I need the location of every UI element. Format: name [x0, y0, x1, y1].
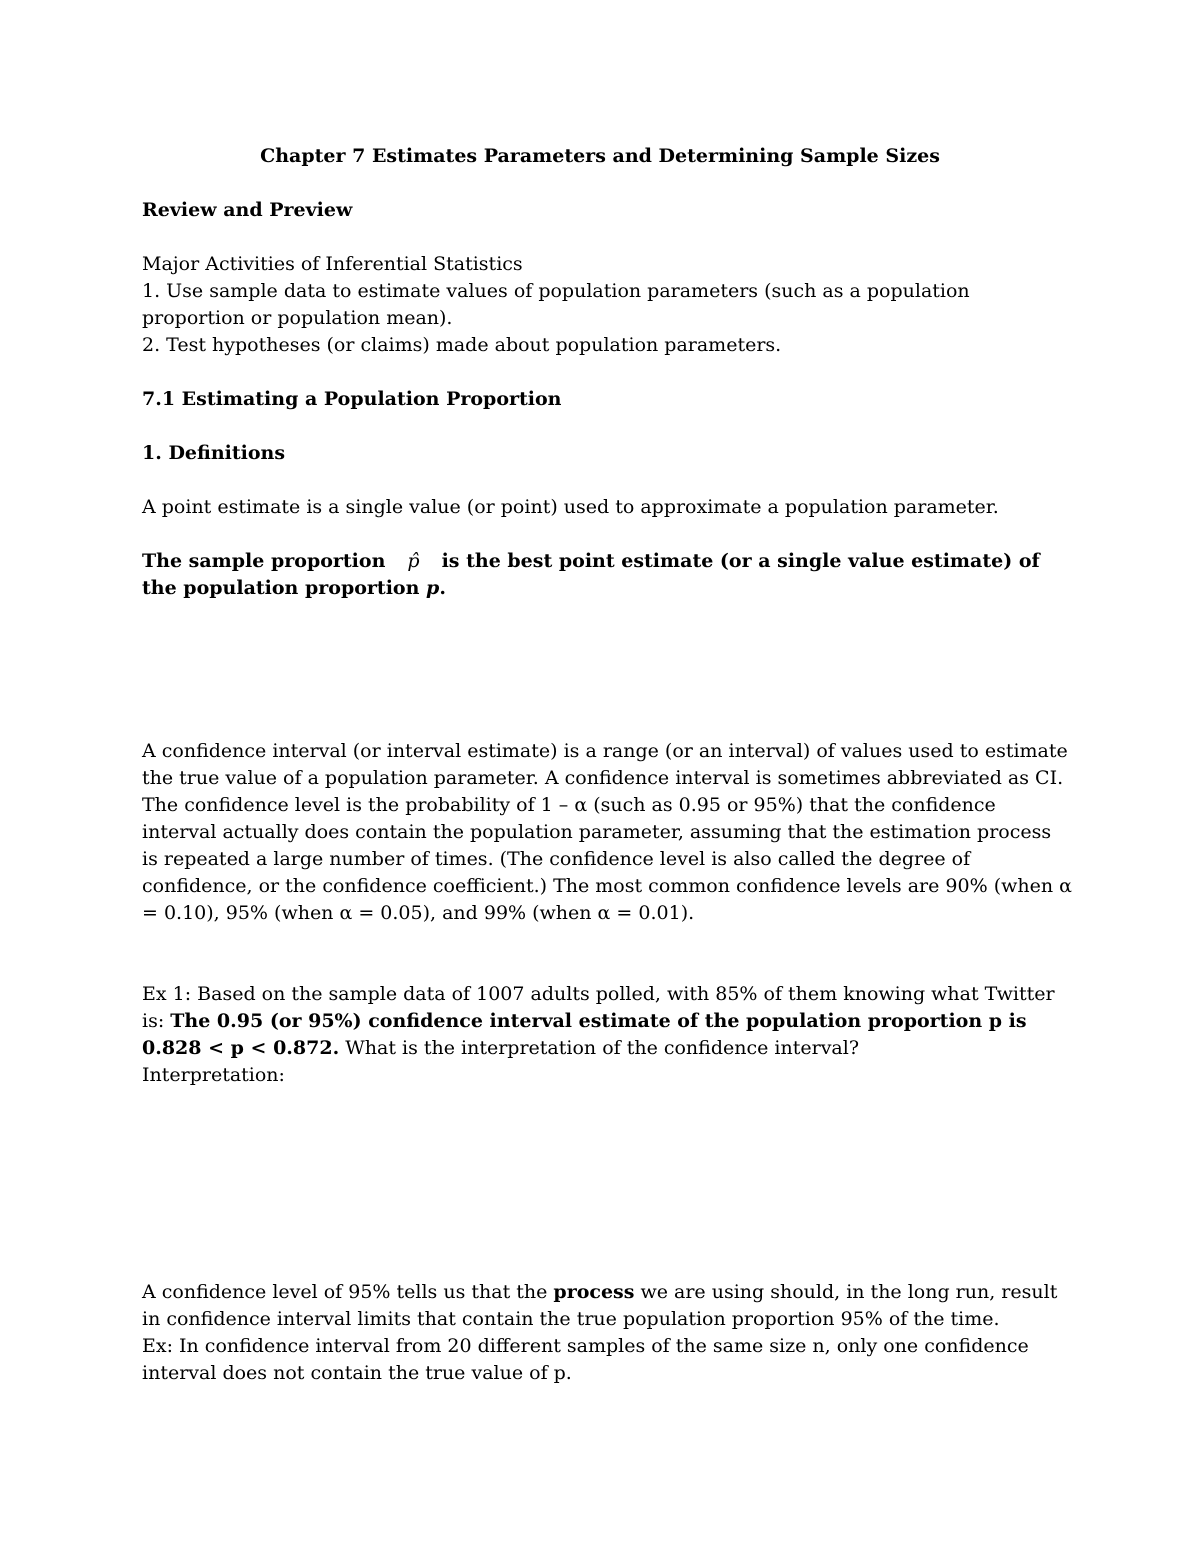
confidence-level-explanation [142, 1279, 1072, 1387]
interpretation-label: Interpretation: [142, 1064, 285, 1086]
sample-proportion-end: . [439, 577, 446, 599]
activities-heading: Major Activities of Inferential Statistics [142, 253, 523, 275]
example-1-text [142, 981, 1072, 1062]
confidence-interval-definition: A confidence interval (or interval estimate) is a range (or an interval) of values used to estimate the true value of a population parameter. A confidence interval is sometimes abbreviated as CI. The confidence level is the probability of 1 – α (such as 0.95 or 95%) that the confidence interval actually does contain the population parameter, assuming that the estimation process is repeated a large number of times. (The confidence level is also called the degree of confidence, or the confidence coefficient.) The most common confidence levels are 90% (when α = 0.10), 95% (when α = 0.05), and 99% (when α = 0.01). [142, 740, 1072, 924]
activity-item-1: 1. Use sample data to estimate values of population parameters (such as a population proportion or population mean). [142, 280, 970, 329]
point-estimate-definition: A point estimate is a single value (or point) used to approximate a population parameter. [142, 496, 999, 518]
example-1-question: What is the interpretation of the confidence interval? [339, 1037, 860, 1059]
section-heading: 7.1 Estimating a Population Proportion [142, 388, 562, 410]
confidence-level-after: we are using should, in the long run, result in confidence interval limits that contain the true population proportion 95% of the time. [142, 1281, 1058, 1330]
confidence-level-example: Ex: In confidence interval from 20 different samples of the same size n, only one confidence interval does not contain the true value of p. [142, 1335, 1029, 1384]
sample-proportion-after: is the best point estimate (or a single value estimate) of the population proportion [142, 550, 1040, 599]
chapter-title: Chapter 7 Estimates Parameters and Determining Sample Sizes [260, 145, 940, 167]
p-hat-symbol: p̂ [407, 550, 420, 572]
review-heading: Review and Preview [142, 199, 353, 221]
example-1-bold-statement: The 0.95 (or 95%) confidence interval estimate of the population proportion p is 0.828 < p < 0.872. [142, 1010, 1027, 1059]
activities-block [142, 251, 1072, 359]
confidence-level-before: A confidence level of 95% tells us that the [142, 1281, 554, 1303]
process-word: process [553, 1281, 635, 1303]
definitions-heading: 1. Definitions [142, 442, 286, 464]
sample-proportion-statement [142, 548, 1072, 602]
example-1-intro: Ex 1: Based on the sample data of 1007 adults polled, with 85% of them knowing what Twitter is: [142, 983, 1055, 1032]
confidence-level-text [142, 1279, 1072, 1333]
population-proportion-p: p [426, 577, 440, 599]
activity-item-2: 2. Test hypotheses (or claims) made about population parameters. [142, 334, 782, 356]
sample-proportion-before: The sample proportion [142, 550, 386, 572]
example-1 [142, 981, 1072, 1089]
